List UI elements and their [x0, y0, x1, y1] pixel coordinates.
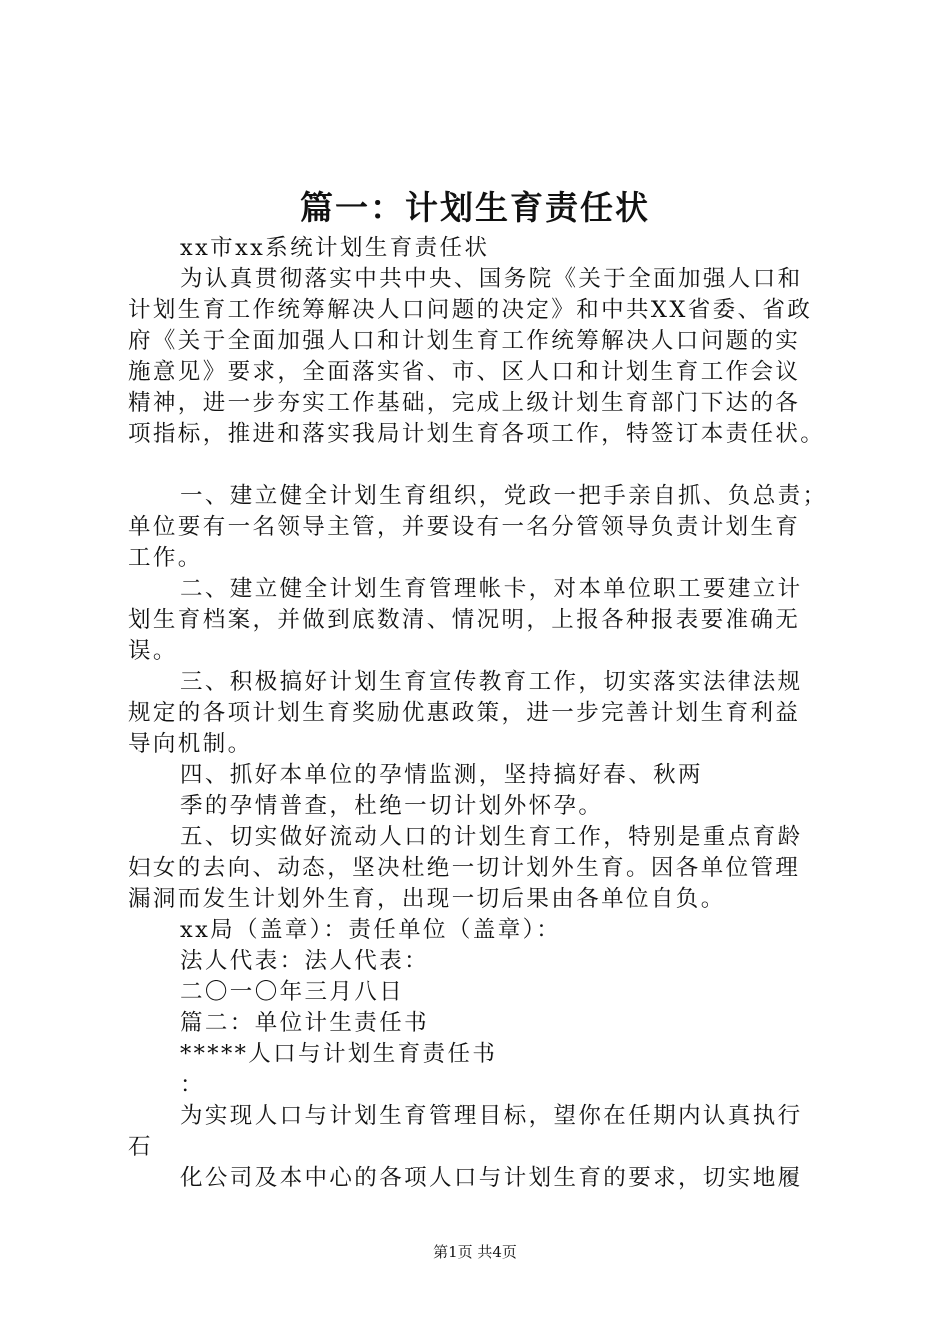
document-title: 篇一：计划生育责任状 [300, 188, 650, 227]
paragraph-line: 一、建立健全计划生育组织，党政一把手亲自抓、负总责； [180, 483, 828, 509]
paragraph-line: xx市xx系统计划生育责任状 [180, 235, 490, 261]
paragraph-line: 导向机制。 [128, 731, 253, 757]
paragraph-line: 篇二：单位计生责任书 [180, 1010, 430, 1036]
paragraph-line: 石 [128, 1134, 153, 1160]
paragraph-line: xx局（盖章）：责任单位（盖章）： [180, 917, 562, 943]
paragraph-line: ： [180, 1072, 205, 1098]
page-footer: 第1页 共4页 [433, 1243, 517, 1261]
paragraph-line: 法人代表：法人代表： [180, 948, 430, 974]
paragraph-line: 精神，进一步夯实工作基础，完成上级计划生育部门下达的各 [128, 390, 801, 416]
blank-line [128, 450, 840, 481]
paragraph-line: 为认真贯彻落实中共中央、国务院《关于全面加强人口和 [180, 266, 803, 292]
paragraph-line: 妇女的去向、动态，坚决杜绝一切计划外生育。因各单位管理 [128, 855, 801, 881]
paragraph-line: 为实现人口与计划生育管理目标，望你在任期内认真执行 [180, 1103, 803, 1129]
paragraph-line: 规定的各项计划生育奖励优惠政策，进一步完善计划生育利益 [128, 700, 801, 726]
paragraph-line: 工作。 [128, 545, 203, 571]
paragraph-line: 项指标，推进和落实我局计划生育各项工作，特签订本责任状。 [128, 421, 826, 447]
paragraph-line: 单位要有一名领导主管，并要设有一名分管领导负责计划生育 [128, 514, 801, 540]
paragraph-line: 二、建立健全计划生育管理帐卡，对本单位职工要建立计 [180, 576, 803, 602]
paragraph-line: 三、积极搞好计划生育宣传教育工作，切实落实法律法规 [180, 669, 803, 695]
paragraph-line: 府《关于全面加强人口和计划生育工作统筹解决人口问题的实 [128, 328, 801, 354]
paragraph-line: 四、抓好本单位的孕情监测，坚持搞好春、秋两 [180, 762, 703, 788]
paragraph-line: 五、切实做好流动人口的计划生育工作，特别是重点育龄 [180, 824, 803, 850]
paragraph-line: 施意见》要求，全面落实省、市、区人口和计划生育工作会议 [128, 359, 801, 385]
paragraph-line: 划生育档案，并做到底数清、情况明，上报各种报表要准确无 [128, 607, 801, 633]
paragraph-line: 漏洞而发生计划外生育，出现一切后果由各单位自负。 [128, 886, 726, 912]
paragraph-line: *****人口与计划生育责任书 [180, 1041, 498, 1067]
paragraph-line: 计划生育工作统筹解决人口问题的决定》和中共XX省委、省政 [128, 297, 813, 323]
paragraph-line: 二〇一〇年三月八日 [180, 979, 405, 1005]
paragraph-line: 化公司及本中心的各项人口与计划生育的要求，切实地履 [180, 1165, 803, 1191]
document-body [128, 233, 840, 1194]
paragraph-line: 误。 [128, 638, 178, 664]
paragraph-line: 季的孕情普查，杜绝一切计划外怀孕。 [180, 793, 604, 819]
